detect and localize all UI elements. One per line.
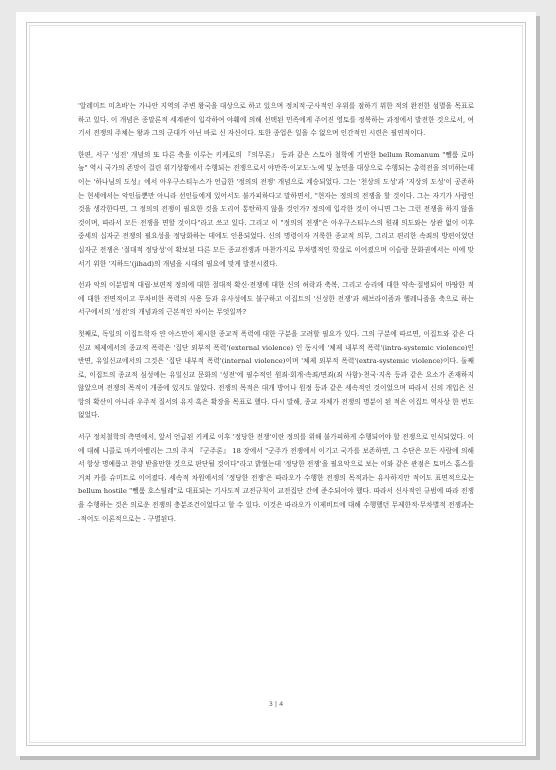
document-page	[16, 12, 536, 756]
paragraph-3: 선과 악의 이분법적 대립·보편적 정의에 대한 절대적 확신·전쟁에 대한 신의 허락과 축복, 그리고 승리에 대한 약속·질병되어 마땅한 적에 대한 전면적이고 무차비한 폭력의 사용 등과 유사성에도 불구하고 이집트의 '신성한 전쟁'과 헤브라이즘과 헬레니즘을 축으로 하는 서구에서의 '성전'의 개념과의 근본적인 차이는 무엇일까?	[78, 281, 474, 317]
paragraph-2: 한편, 서구 '성전' 개념의 또 다른 축을 이루는 키케로의 『의무론』 등과 같은 스토아 철학에 기반한 bellum Romanum "뻴룸 로마눔" 역시 국가의 존망이 걸린 위기상황에서 수행되는 전쟁으로서 야만족·이교도·노예 및 농민을 대상으로 수행되는 총력전을 의미하는데 이는 '하나님의 도성』에서 아우구스티누스가 언급한 '정의의 전쟁' 개념으로 계승되었다. 그는 '천상의 도성'과 '지상의 도성'이 공존하는 현세에서는 악인들뿐만 아니라 선인들에게 있어서도 불가피하다고 말하면서, "현자는 정의의 전쟁을 할 것이다. 그는 자기가 사람인 것을 생각한다면, 그 정의의 전쟁이 필요한 것을 도리어 통탄하지 않을 것인가? 정의에 입각한 것이 아니면 그는 그런 전쟁을 하지 않을 것이며, 따라서 모든 전쟁을 면할 것이다"라고 쓰고 있다. 그리고 이 "정의의 전쟁"은 아우구스티누스의 원래 의도와는 상관 없이 이후 중세의 십자군 전쟁의 필요성을 정당화하는 데에도 인용되었다. 신의 명령이자 거룩한 종교적 의무, 그리고 편리한 속죄의 방편이었던 십자군 전쟁은 '절대적 정당성'이 확보된 다른 모든 종교전쟁과 마찬가지로 무차별적인 학살로 이어졌으며 이슬람 문화권에서는 이에 맞서기 위한 '지하드'(jihad)의 개념을 시대의 필요에 맞게 발전시켰다.	[78, 150, 474, 268]
page-number: 3 | 4	[268, 700, 284, 708]
paragraph-1: '알레미트 미츠바'는 가나안 지역의 주변 왕국을 대상으로 하고 있으며 정치적·군사적인 우위를 점하기 위한 적의 완전한 섬멸을 목표로 하고 있다. 이 개념은 종말론적 세계관이 입각하여 야훼에 의해 선택된 민족에게 주어진 영토를 정복하는 과정에서 발전한 것으로서, 여기서 전쟁의 주체는 왕과 그의 군대가 아닌 바로 신 자신이다. 또한 종업은 일을 수 없으며 인간적인 시련은 필연적이다.	[78, 102, 474, 138]
paragraph-4: 첫째로, 독일의 이집트학자 얀 아스만이 제시한 종교적 폭력에 대한 구분을 고려할 필요가 있다. 그의 구분에 따르면, 이집트와 같은 다신교 체제에서의 종교적 폭력은 '집단 외부적 폭력'(external violence) 인 동시에 '체제 내부적 폭력'(intra-systemic violence)인 반면, 유일신교에서의 그것은 '집단 내부적 폭력'(internal violence)이며 '체제 외부적 폭력'(extra-systemic violence)이다. 둘째로, 이집트의 종교적 심성에는 유일신교 문화의 '성전'에 필수적인 원죄·회개·속죄/면죄(죄 사함)·천국·지옥 등과 같은 요소가 존재하지 않았으며 전쟁의 목적이 개종에 있지도 않았다. 전쟁의 목적은 대개 방어나 원정 등과 같은 세속적인 것이었으며 따라서 신의 개입은 신앙의 확산이 아니라 우주적 질서의 유지 혹은 확장을 목표로 했다. 다시 말해, 종교 자체가 전쟁의 명분이 된 적은 이집트 역사상 한 번도 없었다.	[78, 329, 474, 420]
document-body	[78, 100, 474, 534]
paragraph-5: 서구 정치철학의 측면에서, 앞서 언급된 키케로 이후 '정당한 전쟁'이란 정의를 위해 불가피하게 수행되어야 할 전쟁으로 인식되었다. 이에 대해 니콜로 마키아벨리는 그의 주저 『군주론』 18 장에서 "군주가 전쟁에서 이기고 국가를 보존하면, 그 수단은 모든 사람에 의해서 항상 명예롭고 찬양 받을만한 것으로 판단될 것이다"라고 밝혔는데 '정당한 전쟁'을 필요악으로 보는 이와 같은 관점은 토머스 홉스를 거쳐 카를 슈미트로 이어졌다. 세속적 차원에서의 '정당한 전쟁'은 따라오가 수행한 전쟁의 목적과는 유사하지만 적어도 표면적으로는 bellum hostile "뻴룸 호스틸레"로 대표되는 기사도적 교전규칙이 교전집단 간에 준수되어야 했다. 따라서 신사적인 규범에 따라 전쟁을 수행하는 것은 의로운 전쟁의 충분조건이었다고 할 수 있다. 이것은 따라오가 이제비트에 대해 수행했던 무제한적·무차별적 전쟁과는 -적어도 이론적으로는 - 구별된다.	[78, 433, 474, 523]
